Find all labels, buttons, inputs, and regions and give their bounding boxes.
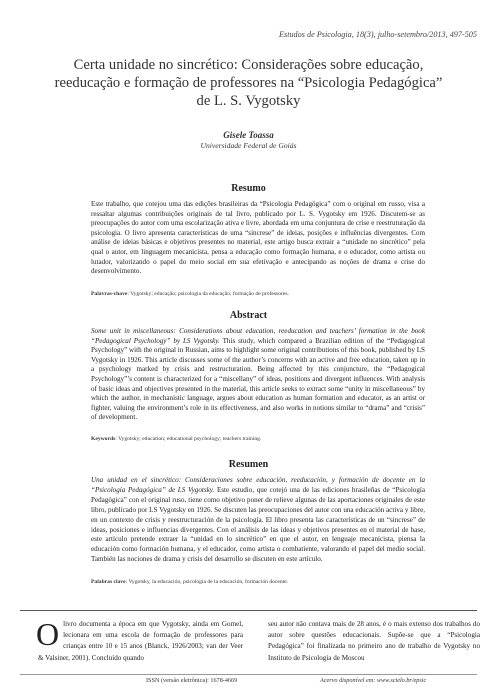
author-name: Gisele Toassa [223, 130, 274, 140]
keywords-label: Palabras clave [91, 579, 126, 585]
keywords-label: Keywords [91, 436, 116, 442]
keywords-label: Palavras-chave [91, 291, 128, 297]
resumen-text [91, 476, 425, 565]
drop-cap: O [36, 616, 60, 652]
abstract-heading: Abstract [229, 310, 268, 321]
footer-issn: ISSN (versão eletrônica): 1678-4669 [146, 677, 238, 684]
abstract-text [91, 327, 425, 423]
resumen-keywords [91, 579, 425, 585]
resumo-keywords [91, 291, 425, 297]
resumen-heading: Resumen [228, 459, 269, 470]
abstract-title: Some unit in miscellaneous: Considerations about education, reeducation and teachers’ formation in the book “Pedagogical Psychology” by LS Vygotsky. [91, 327, 425, 345]
journal-citation: Estudos de Psicologia, 18(3), julho-setembro/2013, 497-505 [279, 30, 477, 39]
title-line: reeducação e formação de professores na “Psicologia Pedagógica” [54, 75, 443, 91]
page-footer [20, 674, 477, 684]
abstract-keywords [91, 436, 425, 442]
resumen-title: Una unidad en el sincrético: Consideraciones sobre educación, reeducación, y formación de docente en la “Psicología Pedagógica” de LS Vygotsky. [91, 476, 425, 494]
title-line: de L. S. Vygotsky [196, 93, 301, 109]
body-column-right: seu autor não contava mais de 28 anos, é o mais extenso dos trabalhos do autor sobre questões educacionais. Supõe-se que a “Psicologia Pedagógica” foi finalizada no primeiro ano de trabalho de Vygotsky no Instituto de Psicologia de Moscou [268, 620, 480, 662]
resumo-text: Este trabalho, que cotejou uma das edições brasileiras da “Psicologia Pedagógica” com o original em russo, visa a ressaltar algumas contribuições originais de tal livro, publicado por L. S. Vygotsky em 1926. Discutem-se as preocupações do autor com uma escolarização ativa e livre, abordada em uma conjuntura de crise e reestruturação da psicologia. O livro apresenta características de uma “sincrese” de ideias, posições e influências divergentes. Com análise de ideias básicas e objetivos presentes no material, este artigo busca extrair a “unidade no sincrético” pela qual o autor, em linguagem mecanicista, pensa a educação como formação humana, e o educador, como artista ou lutador, valorizando o papel do meio social em sua efetivação e antecipando as noções de drama e crise do desenvolvimento. [91, 200, 425, 276]
body-column-left [36, 616, 243, 664]
body-text: livro documenta a época em que Vygotsky, ainda em Gomel, lecionara em uma escola de formação de professores para crianças entre 10 e 15 anos (Blanck, 1926/2003; van der Veer & Valsiner, 2001). Concluído quando [38, 620, 243, 662]
keywords-list: : Vygotsky; education; educational psychology; teachers training. [115, 436, 262, 442]
resumen-body: Este estudio, que cotejó una de las ediciones brasileñas de “Psicología Pedagógica” con el original ruso, tiene como objetivo poner de relieve algunas de las aportaciones originales de este libro, publicado por LS Vygotsky en 1926. Se discuten las preocupaciones del autor con una educación activa y libre, en un contexto de crisis y reestructuración de la psicología. El libro presenta las características de un “sincrese” de ideas, posiciones e influencias divergentes. Con el análisis de las ideas y objetivos presentes en el material de base, este artículo pretende extraer la “unidad en lo sincrético” en que el autor, en lenguaje mecanicista, piensa la educación como formación humana, y el educador, como artista o combatiente, valorando el papel del medio social. También las nociones de drama y crisis del desarrollo se discuten en este artículo. [91, 485, 426, 564]
keywords-list: : Vygotsky, la educación, psicología de la educación, formación docente. [125, 579, 289, 585]
abstract-body: This study, which compared a Brazilian edition of the “Pedagogical Psychology” with the original in Russian, aims to highlight some original contributions of this book, published by LS Vygotsky in 1926. This article discusses some of the author’s concerns with an active and free education, taken up in a psychology marked by crisis and restructuration. Being affected by this conjuncture, the “Pedagogical Psychology”’s content is characterized for a “miscellany” of ideas, positions and divergent influences. With analysis of basic ideas and objectives presented in the material, this article seeks to extract some “unity in miscellaneous” by which the author, in mechanistic language, argues about education as human formation and educator, as an artist or fighter, valuing the environment’s role in its effectiveness, and also works in notions similar to “drama” and “crisis” of development. [91, 336, 426, 422]
footer-availability: Acervo disponível em: www.scielo.br/epsic [320, 677, 427, 684]
resumo-heading: Resumo [231, 183, 266, 194]
section-divider [20, 610, 477, 611]
keywords-list: : Vygotsky; educação; psicologia da educação; formação de professores. [127, 291, 289, 297]
author-affiliation: Universidade Federal de Goiás [200, 141, 297, 150]
title-line: Certa unidade no sincrético: Considerações sobre educação, [73, 57, 424, 73]
article-title [24, 56, 473, 110]
